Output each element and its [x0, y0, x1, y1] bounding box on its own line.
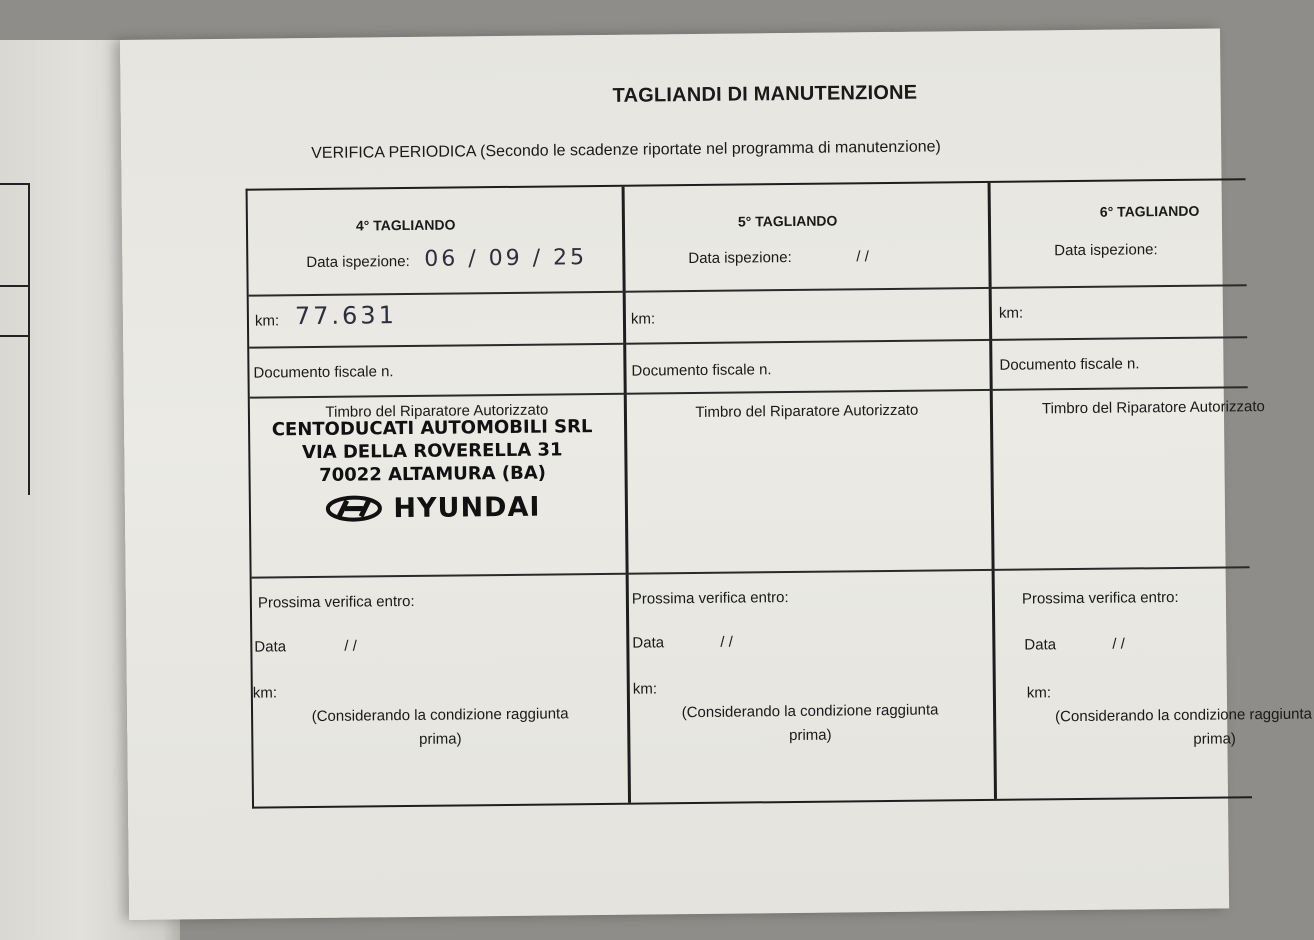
inspection-date-value[interactable]: 06 / 09 / 25 — [424, 245, 588, 272]
condition-note-line2: prima) — [418, 730, 462, 748]
next-date-slashes[interactable]: / / — [344, 637, 357, 655]
coupon-header: 6° TAGLIANDO — [1099, 202, 1200, 220]
next-km-label: km: — [252, 684, 278, 702]
next-check-label: Prossima verifica entro: — [1021, 588, 1179, 608]
condition-note-line2: prima) — [788, 726, 832, 745]
hyundai-logo-icon — [325, 494, 383, 523]
next-date-slashes[interactable]: / / — [720, 633, 733, 651]
stamp-address: VIA DELLA ROVERELLA 31 — [301, 439, 563, 464]
coupon-header: 5° TAGLIANDO — [737, 212, 838, 230]
next-check-label: Prossima verifica entro: — [631, 589, 789, 608]
next-check-label: Prossima verifica entro: — [257, 592, 415, 612]
inspection-date-label: Data ispezione: — [688, 248, 792, 268]
condition-note-line1: (Considerando la condizione raggiunta — [681, 701, 939, 722]
stamp-city: 70022 ALTAMURA (BA) — [319, 462, 547, 486]
km-label: km: — [998, 304, 1024, 322]
inspection-date-slashes[interactable]: / / — [856, 248, 869, 266]
fiscal-document-label: Documento fiscale n. — [631, 361, 772, 380]
condition-note-line1: (Considerando la condizione raggiunta — [311, 705, 569, 726]
km-label: km: — [630, 310, 656, 328]
coupon-header: 4° TAGLIANDO — [355, 216, 456, 234]
stamp-label: Timbro del Riparatore Autorizzato — [1041, 398, 1265, 418]
inspection-date-label: Data ispezione: — [1054, 241, 1158, 260]
page-title: TAGLIANDI DI MANUTENZIONE — [612, 81, 918, 107]
coupon-6 — [990, 180, 1313, 802]
next-date-label: Data — [254, 638, 287, 656]
coupon-table — [246, 178, 1313, 808]
inspection-date-label: Data ispezione: — [306, 252, 410, 272]
repairer-stamp — [252, 415, 613, 524]
km-value[interactable]: 77.631 — [294, 301, 398, 331]
left-page-table-edge — [0, 183, 30, 495]
stamp-label: Timbro del Riparatore Autorizzato — [695, 401, 919, 421]
page-subtitle: VERIFICA PERIODICA (Secondo le scadenze riportate nel programma di manutenzione) — [311, 138, 941, 163]
next-date-label: Data — [632, 634, 665, 652]
next-km-label: km: — [632, 680, 658, 698]
stamp-company: CENTODUCATI AUTOMOBILI SRL — [271, 416, 593, 441]
km-label: km: — [254, 312, 280, 330]
next-date-label: Data — [1024, 636, 1057, 654]
stamp-brand: HYUNDAI — [393, 491, 541, 524]
fiscal-document-label: Documento fiscale n. — [999, 355, 1140, 374]
fiscal-document-label: Documento fiscale n. — [253, 363, 394, 382]
condition-note-line2: prima) — [1193, 730, 1236, 748]
next-date-slashes[interactable]: / / — [1112, 635, 1125, 653]
next-km-label: km: — [1026, 684, 1052, 702]
condition-note-line1: (Considerando la condizione raggiunta — [1055, 705, 1313, 726]
stamp-label: Timbro del Riparatore Autorizzato — [325, 401, 549, 421]
maintenance-page — [120, 28, 1313, 919]
